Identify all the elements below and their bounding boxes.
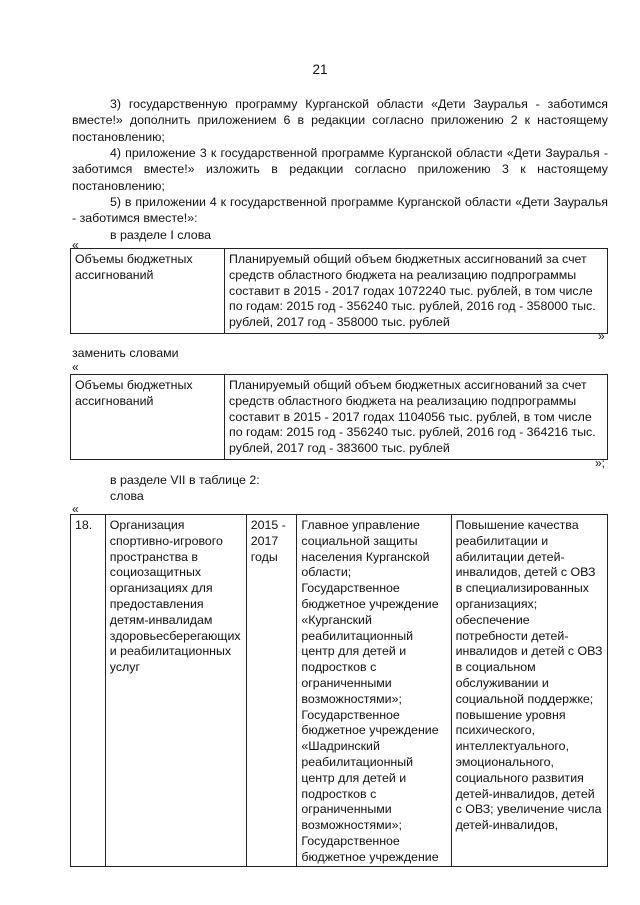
paragraph-item-5: 5) в приложении 4 к государственной программе Курганской области «Дети Зауралья - заботимся вместе!»: <box>72 195 608 226</box>
old-budget-label: Объемы бюджетных ассигнований <box>71 249 225 334</box>
executors: Главное управление социальной защиты населения Курганской области; Государственное бюджетное учреждение «Курганский реабилитационный центр для детей и подростков с ограниченными возможностями»; Государственное бюджетное учреждение «Шадринский реабилитационный центр для детей и подростков с ограниченными возможностями»; Государственное бюджетное учреждение <box>297 515 451 867</box>
section7-intro: в разделе VII в таблице 2: <box>110 473 260 487</box>
table2-fragment <box>70 514 608 867</box>
paragraph-item-4: 4) приложение 3 к государственной программе Курганской области «Дети Зауралья - заботимся вместе!» изложить в редакции согласно приложению 3 к настоящему постановлению; <box>72 146 608 193</box>
paragraph-item-3: 3) государственную программу Курганской области «Дети Зауралья - заботимся вместе!» дополнить приложением 6 в редакции согласно приложению 2 к настоящему постановлению; <box>72 97 608 144</box>
row-number: 18. <box>71 515 106 867</box>
new-budget-row <box>71 375 608 460</box>
period: 2015 - 2017 годы <box>246 515 297 867</box>
page-number: 21 <box>312 62 328 77</box>
table-row <box>71 515 608 867</box>
old-budget-row <box>71 249 608 334</box>
replace-phrase: заменить словами <box>72 346 179 360</box>
closing-quote: » <box>598 329 605 343</box>
closing-quote-semicolon: »; <box>595 456 606 470</box>
words-label: слова <box>110 489 144 503</box>
activity-name: Организация спортивно-игрового пространства в социозащитных организациях для предоставления детям-инвалидам здоровьесберегающих и реабилитационных услуг <box>105 515 246 867</box>
old-budget-value: Планируемый общий объем бюджетных ассигнований за счет средств областного бюджета на реализацию подпрограммы составит в 2015 - 2017 годах 1072240 тыс. рублей, в том числе по годам: 2015 год - 356240 тыс. рублей, 2016 год - 358000 тыс. рублей, 2017 год - 358000 тыс. рублей <box>225 249 608 334</box>
opening-quote-2: « <box>72 360 79 374</box>
section1-intro: в разделе I слова <box>110 228 212 242</box>
old-budget-table <box>70 248 608 334</box>
expected-results: Повышение качества реабилитации и абилитации детей-инвалидов, детей с ОВЗ в специализированных организациях; обеспечение потребности детей-инвалидов и детей с ОВЗ в социальном обслуживании и социальной поддержке; повышение уровня психического, интеллектуального, эмоционального, социального развития детей-инвалидов, детей с ОВЗ; увеличение числа детей-инвалидов, <box>451 515 607 867</box>
opening-quote-3: « <box>72 502 79 516</box>
opening-quote: « <box>72 238 79 252</box>
new-budget-label: Объемы бюджетных ассигнований <box>71 375 225 460</box>
new-budget-value: Планируемый общий объем бюджетных ассигнований за счет средств областного бюджета на реализацию подпрограммы составит в 2015 - 2017 годах 1104056 тыс. рублей, в том числе по годам: 2015 год - 356240 тыс. рублей, 2016 год - 364216 тыс. рублей, 2017 год - 383600 тыс. рублей <box>225 375 608 460</box>
new-budget-table <box>70 374 608 460</box>
